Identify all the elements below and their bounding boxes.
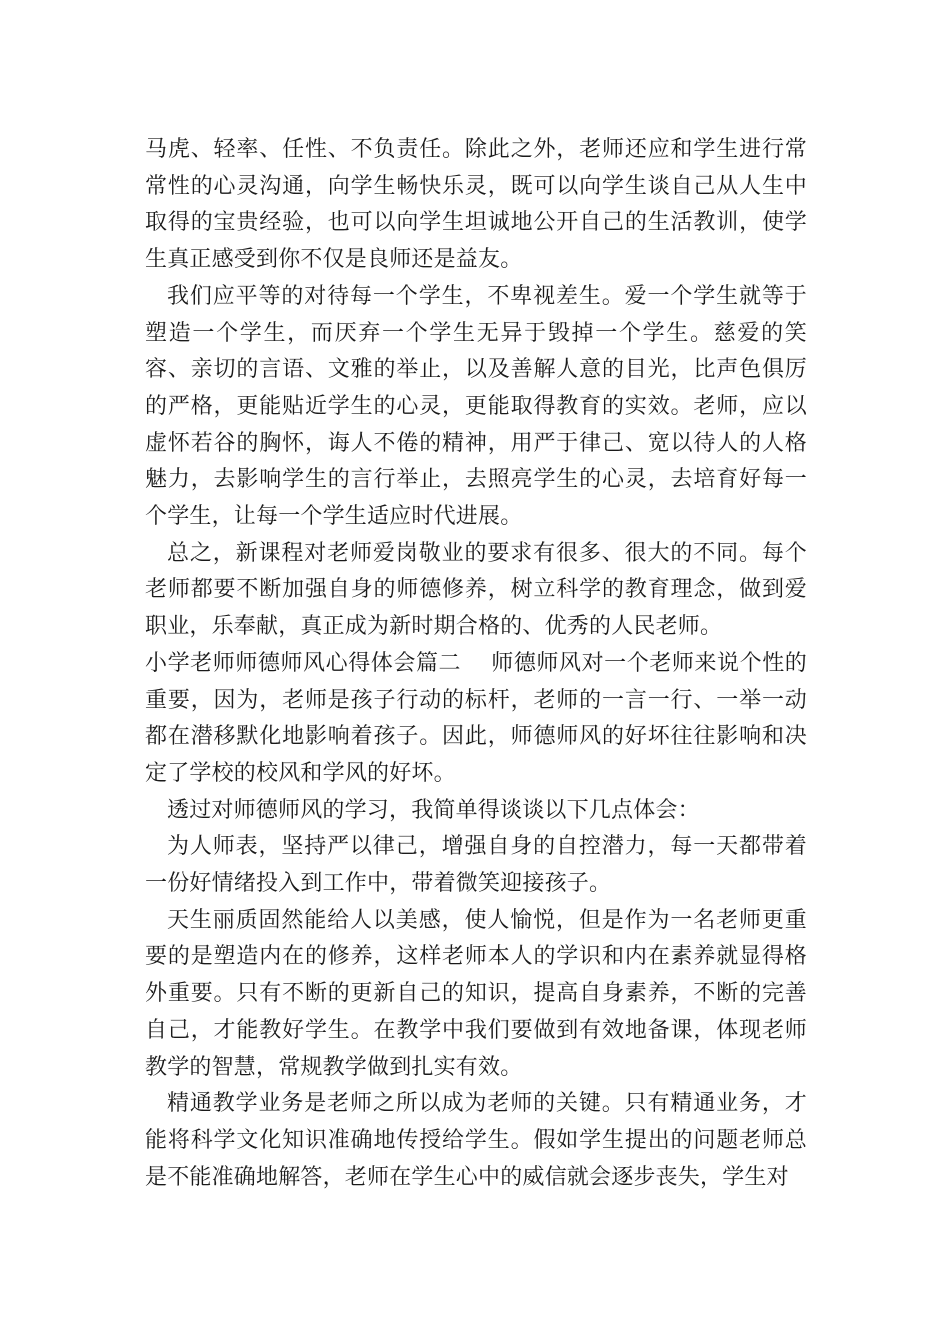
- document-body: [145, 132, 807, 1196]
- paragraph-3: 总之，新课程对老师爱岗敬业的要求有很多、很大的不同。每个老师都要不断加强自身的师德修养，树立科学的教育理念，做到爱职业，乐奉献，真正成为新时期合格的、优秀的人民老师。: [145, 540, 807, 640]
- paragraph-8: 精通教学业务是老师之所以成为老师的关键。只有精通业务，才能将科学文化知识准确地传授给学生。假如学生提出的问题老师总是不能准确地解答，老师在学生心中的威信就会逐步丧失，学生对: [145, 1091, 807, 1190]
- paragraph-7: 天生丽质固然能给人以美感，使人愉悦，但是作为一名老师更重要的是塑造内在的修养，这样老师本人的学识和内在素养就显得格外重要。只有不断的更新自己的知识，提高自身素养，不断的完善自己，才能教好学生。在教学中我们要做到有效地备课，体现老师教学的智慧，常规教学做到扎实有效。: [145, 907, 807, 1080]
- paragraph-4-section-heading: 小学老师师德师风心得体会篇二 师德师风对一个老师来说个性的重要，因为，老师是孩子行动的标杆，老师的一言一行、一举一动都在潜移默化地影响着孩子。因此，师德师风的好坏往往影响和决定了学校的校风和学风的好坏。: [145, 650, 807, 786]
- paragraph-1: 马虎、轻率、任性、不负责任。除此之外，老师还应和学生进行常常性的心灵沟通，向学生畅快乐灵，既可以向学生谈自己从人生中取得的宝贵经验，也可以向学生坦诚地公开自己的生活教训，使学生真正感受到你不仅是良师还是益友。: [145, 137, 807, 273]
- paragraph-2: 我们应平等的对待每一个学生，不卑视差生。爱一个学生就等于塑造一个学生，而厌弃一个学生无异于毁掉一个学生。慈爱的笑容、亲切的言语、文雅的举止，以及善解人意的目光，比声色俱厉的严格，更能贴近学生的心灵，更能取得教育的实效。老师，应以虚怀若谷的胸怀，诲人不倦的精神，用严于律己、宽以待人的人格魅力，去影响学生的言行举止，去照亮学生的心灵，去培育好每一个学生，让每一个学生适应时代进展。: [145, 283, 807, 530]
- paragraph-5: 透过对师德师风的学习，我简单得谈谈以下几点体会：: [167, 797, 700, 823]
- paragraph-6: 为人师表，坚持严以律己，增强自身的自控潜力，每一天都带着一份好情绪投入到工作中，带着微笑迎接孩子。: [145, 834, 807, 897]
